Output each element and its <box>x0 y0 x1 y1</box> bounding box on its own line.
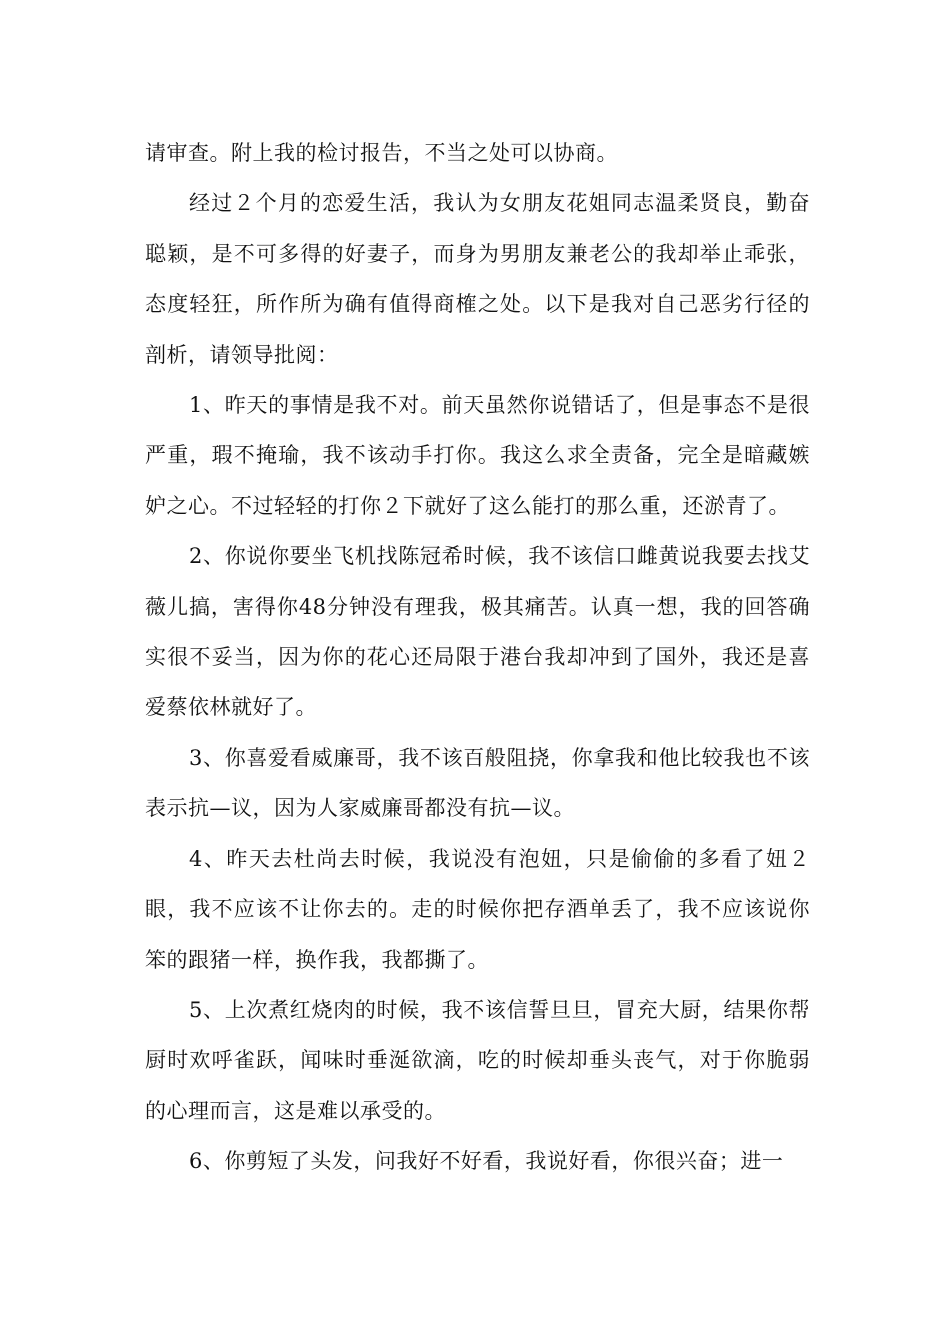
paragraph-item-4: 4、昨天去杜尚去时候，我说没有泡妞，只是偷偷的多看了妞２眼，我不应该不让你去的。走的时候你把存酒单丢了，我不应该说你笨的跟猪一样，换作我，我都撕了。 <box>145 846 810 972</box>
paragraph-item-5: 5、上次煮红烧肉的时候，我不该信誓旦旦，冒充大厨，结果你帮厨时欢呼雀跃，闻味时垂涎欲滴，吃的时候却垂头丧气，对于你脆弱的心理而言，这是难以承受的。 <box>145 997 810 1123</box>
paragraph-item-3: 3、你喜爱看威廉哥，我不该百般阻挠，你拿我和他比较我也不该表示抗—议，因为人家威廉哥都没有抗—议。 <box>145 745 810 821</box>
paragraph-item-6: 6、你剪短了头发，问我好不好看，我说好看，你很兴奋；进一 <box>189 1149 784 1174</box>
paragraph-continuation: 请审查。附上我的检讨报告，不当之处可以协商。 <box>145 141 618 165</box>
paragraph-item-2: 2、你说你要坐飞机找陈冠希时候，我不该信口雌黄说我要去找艾薇儿搞，害得你48分钟没有理我，极其痛苦。认真一想，我的回答确实很不妥当，因为你的花心还局限于港台我却冲到了国外，我还是喜爱蔡依林就好了。 <box>145 544 810 720</box>
document-body <box>145 128 810 1187</box>
paragraph-intro: 经过２个月的恋爱生活，我认为女朋友花姐同志温柔贤良，勤奋聪颖，是不可多得的好妻子，而身为男朋友兼老公的我却举止乖张，态度轻狂，所作所为确有值得商榷之处。以下是我对自己恶劣行径的剖析，请领导批阅： <box>145 191 810 367</box>
paragraph-item-1: 1、昨天的事情是我不对。前天虽然你说错话了，但是事态不是很严重，瑕不掩瑜，我不该动手打你。我这么求全责备，完全是暗藏嫉妒之心。不过轻轻的打你２下就好了这么能打的那么重，还淤青了。 <box>145 393 810 518</box>
